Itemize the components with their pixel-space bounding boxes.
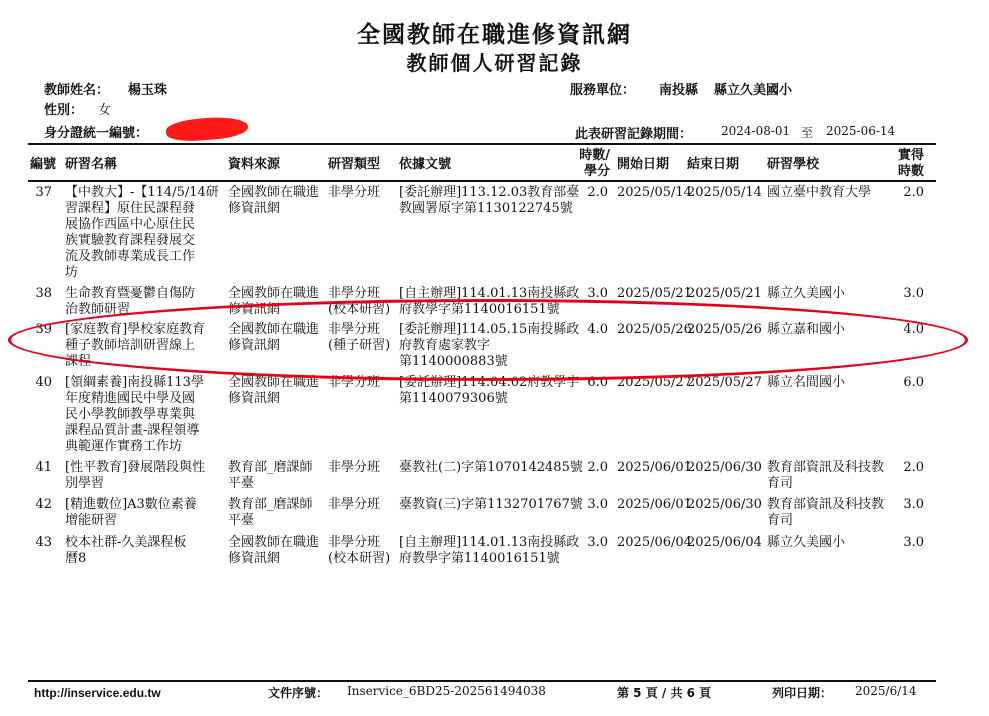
cell-hours: 2.0 <box>587 185 608 200</box>
cell-source <box>228 286 319 318</box>
cell-name-line: 治教師研習 <box>65 302 131 317</box>
cell-school-line: 育司 <box>767 476 794 491</box>
column-header-hours <box>575 148 610 180</box>
cell-doc-line: [委託辦理]114.05.15南投縣政 <box>399 322 580 337</box>
cell-type-line: 非學分班 <box>328 460 381 475</box>
cell-no: 37 <box>35 185 52 200</box>
column-header-no: 編號 <box>30 157 57 172</box>
cell-source-line: 全國教師在職進 <box>228 535 320 550</box>
cell-type <box>328 286 390 318</box>
cell-doc-line: 府教學字第1140016151號 <box>399 302 560 317</box>
cell-no: 39 <box>35 322 52 337</box>
cell-source-line: 平臺 <box>228 513 255 528</box>
cell-name-line: [領綱素養]南投縣113學 <box>65 375 204 390</box>
cell-end: 2025/06/04 <box>687 535 762 550</box>
cell-no: 38 <box>35 286 52 301</box>
cell-name <box>65 322 205 370</box>
cell-name <box>65 286 195 318</box>
cell-doc-line: 第1140079306號 <box>399 391 508 406</box>
cell-source-line: 教育部_磨課師 <box>228 497 313 512</box>
cell-school-line: 縣立嘉和國小 <box>767 322 846 337</box>
header-top-rule <box>28 143 936 145</box>
gender-label: 性別： <box>44 103 84 118</box>
cell-hours: 6.0 <box>587 375 608 390</box>
cell-type <box>328 322 390 354</box>
column-header-source: 資料來源 <box>228 157 281 172</box>
cell-start: 2025/06/01 <box>617 460 692 475</box>
cell-type-line: 非學分班 <box>328 286 381 301</box>
print-date-label: 列印日期： <box>772 686 833 700</box>
cell-doc-line: 第1140000883號 <box>399 354 508 369</box>
cell-type <box>328 375 380 391</box>
cell-end: 2025/05/27 <box>687 375 762 390</box>
cell-name-line: 坊 <box>65 265 79 280</box>
cell-name-line: 別學習 <box>65 476 105 491</box>
cell-source-line: 修資訊網 <box>228 391 281 406</box>
footer-url: http://inservice.edu.tw <box>34 686 161 700</box>
cell-name-line: 曆8 <box>65 551 87 566</box>
cell-name-line: 校本社群-久美課程板 <box>65 535 187 550</box>
cell-doc <box>399 322 579 370</box>
cell-doc <box>399 497 583 513</box>
column-header-earned-line2: 時數 <box>897 164 924 179</box>
cell-no: 41 <box>35 460 52 475</box>
cell-earned: 4.0 <box>903 322 924 337</box>
id-number-label: 身分證統一編號： <box>44 126 149 141</box>
column-header-earned-line1: 實得 <box>897 148 924 163</box>
cell-type <box>328 185 380 201</box>
document-serial-value: Inservice_6BD25-202561494038 <box>347 684 546 698</box>
cell-source-line: 全國教師在職進 <box>228 375 320 390</box>
cell-name <box>65 535 186 567</box>
cell-school <box>767 375 845 391</box>
cell-doc-line: [委託辦理]113.12.03教育部臺 <box>399 185 580 200</box>
cell-start: 2025/06/01 <box>617 497 692 512</box>
cell-doc <box>399 535 579 567</box>
cell-type-line: 非學分班 <box>328 375 381 390</box>
cell-hours: 4.0 <box>587 322 608 337</box>
cell-earned: 2.0 <box>903 185 924 200</box>
cell-earned: 3.0 <box>903 535 924 550</box>
cell-school <box>767 286 845 302</box>
cell-name-line: 種子教師培訓研習線上 <box>65 338 196 353</box>
header-bottom-rule <box>28 180 936 182</box>
column-header-type: 研習類型 <box>328 157 381 172</box>
cell-name-line: 課程 <box>65 354 92 369</box>
cell-name-line: [家庭教育]學校家庭教育 <box>65 322 206 337</box>
column-header-hours-line2: 學分 <box>583 164 610 179</box>
cell-end: 2025/06/30 <box>687 497 762 512</box>
cell-type <box>328 497 380 513</box>
cell-source <box>228 497 313 529</box>
column-header-start: 開始日期 <box>617 157 670 172</box>
cell-no: 42 <box>35 497 52 512</box>
cell-earned: 3.0 <box>903 497 924 512</box>
cell-school <box>767 497 884 529</box>
cell-doc-line: [自主辦理]114.01.13南投縣政 <box>399 286 580 301</box>
cell-school-line: 縣立名間國小 <box>767 375 846 390</box>
cell-name-line: 典範運作實務工作坊 <box>65 439 183 454</box>
cell-name-line: 年度精進國民中學及國 <box>65 391 196 406</box>
cell-type-line: 非學分班 <box>328 535 381 550</box>
cell-school <box>767 322 845 338</box>
cell-school-line: 縣立久美國小 <box>767 286 846 301</box>
cell-type-line: 非學分班 <box>328 322 381 337</box>
cell-name-line: 生命教育暨憂鬱自傷防 <box>65 286 196 301</box>
cell-end: 2025/05/21 <box>687 286 762 301</box>
cell-school-line: 教育部資訊及科技教 <box>767 497 885 512</box>
cell-type-line: (校本研習) <box>328 302 391 317</box>
cell-no: 43 <box>35 535 52 550</box>
cell-type <box>328 460 380 476</box>
cell-doc-line: 府教學字第1140016151號 <box>399 551 560 566</box>
cell-type <box>328 535 390 567</box>
id-number-redaction <box>165 115 248 143</box>
cell-name <box>65 460 205 492</box>
cell-hours: 3.0 <box>587 497 608 512</box>
cell-source <box>228 535 319 567</box>
footer-rule <box>28 680 936 682</box>
service-unit-school: 縣立久美國小 <box>714 83 793 98</box>
cell-name-line: 流及教師專業成長工作 <box>65 249 196 264</box>
cell-start: 2025/05/26 <box>617 322 692 337</box>
column-header-name: 研習名稱 <box>65 157 118 172</box>
document-subtitle: 教師個人研習記錄 <box>406 51 583 75</box>
cell-doc-line: 教國署原字第1130122745號 <box>399 201 573 216</box>
cell-school-line: 育司 <box>767 513 794 528</box>
cell-school-line: 教育部資訊及科技教 <box>767 460 885 475</box>
document-serial-label: 文件序號： <box>268 686 329 700</box>
cell-type-line: 非學分班 <box>328 185 381 200</box>
print-date-value: 2025/6/14 <box>855 684 917 698</box>
cell-earned: 2.0 <box>903 460 924 475</box>
cell-doc <box>399 375 579 407</box>
cell-school <box>767 460 884 492</box>
page-indicator: 第 5 頁 / 共 6 頁 <box>617 686 712 700</box>
cell-end: 2025/05/26 <box>687 322 762 337</box>
cell-doc-line: 府教育處家教字 <box>399 338 491 353</box>
cell-type-line: 非學分班 <box>328 497 381 512</box>
cell-source-line: 全國教師在職進 <box>228 286 320 301</box>
cell-name <box>65 497 197 529</box>
record-period-end: 2025-06-14 <box>826 124 896 138</box>
cell-name <box>65 375 204 455</box>
document-title: 全國教師在職進修資訊網 <box>357 22 632 48</box>
cell-name-line: 課程品質計畫-課程領導 <box>65 423 200 438</box>
record-period-to: 至 <box>801 126 814 140</box>
cell-doc <box>399 286 579 318</box>
cell-source-line: 修資訊網 <box>228 338 281 353</box>
gender-value: 女 <box>98 103 112 118</box>
cell-no: 40 <box>35 375 52 390</box>
cell-type-line: (種子研習) <box>328 338 391 353</box>
cell-earned: 6.0 <box>903 375 924 390</box>
service-unit-label: 服務單位： <box>570 83 636 98</box>
cell-start: 2025/05/14 <box>617 185 692 200</box>
cell-doc-line: 臺教資(三)字第1132701767號 <box>399 497 583 512</box>
column-header-end: 結束日期 <box>687 157 740 172</box>
cell-source <box>228 375 319 407</box>
cell-source <box>228 460 313 492</box>
record-period-label: 此表研習記錄期間： <box>575 127 693 142</box>
cell-name-line: 習課程】原住民課程發 <box>65 201 196 216</box>
teacher-name-label: 教師姓名： <box>44 83 110 98</box>
cell-doc <box>399 460 583 476</box>
cell-hours: 3.0 <box>587 535 608 550</box>
cell-hours: 3.0 <box>587 286 608 301</box>
cell-start: 2025/05/21 <box>617 286 692 301</box>
cell-type-line: (校本研習) <box>328 551 391 566</box>
cell-name-line: 族實驗教育課程發展交 <box>65 233 196 248</box>
record-period-start: 2024-08-01 <box>721 124 791 138</box>
cell-doc-line: [自主辦理]114.01.13南投縣政 <box>399 535 580 550</box>
cell-name <box>65 185 219 281</box>
cell-name-line: [精進數位]A3數位素養 <box>65 497 197 512</box>
cell-doc-line: [委託辦理]114.04.02府教學字 <box>399 375 580 390</box>
cell-school <box>767 535 845 551</box>
cell-name-line: [性平教育]發展階段與性 <box>65 460 206 475</box>
teacher-name: 楊玉珠 <box>128 83 168 98</box>
cell-school-line: 國立臺中教育大學 <box>767 185 872 200</box>
column-header-earned <box>890 148 924 180</box>
column-header-school: 研習學校 <box>767 157 820 172</box>
cell-earned: 3.0 <box>903 286 924 301</box>
cell-start: 2025/05/27 <box>617 375 692 390</box>
cell-name-line: 展協作西區中心原住民 <box>65 217 196 232</box>
service-unit-county: 南投縣 <box>659 83 699 98</box>
cell-start: 2025/06/04 <box>617 535 692 550</box>
cell-end: 2025/05/14 <box>687 185 762 200</box>
cell-doc <box>399 185 579 217</box>
cell-source-line: 全國教師在職進 <box>228 322 320 337</box>
cell-source-line: 修資訊網 <box>228 302 281 317</box>
cell-school <box>767 185 871 201</box>
cell-name-line: 民小學教師教學專業與 <box>65 407 196 422</box>
cell-name-line: 【中教大】-【114/5/14研 <box>65 185 219 200</box>
cell-source-line: 修資訊網 <box>228 551 281 566</box>
cell-name-line: 增能研習 <box>65 513 118 528</box>
cell-hours: 2.0 <box>587 460 608 475</box>
cell-doc-line: 臺教社(二)字第1070142485號 <box>399 460 583 475</box>
cell-source-line: 教育部_磨課師 <box>228 460 313 475</box>
cell-end: 2025/06/30 <box>687 460 762 475</box>
cell-source-line: 全國教師在職進 <box>228 185 320 200</box>
cell-school-line: 縣立久美國小 <box>767 535 846 550</box>
cell-source-line: 平臺 <box>228 476 255 491</box>
column-header-doc: 依據文號 <box>399 157 452 172</box>
cell-source-line: 修資訊網 <box>228 201 281 216</box>
cell-source <box>228 322 319 354</box>
column-header-hours-line1: 時數/ <box>579 148 610 163</box>
cell-source <box>228 185 319 217</box>
